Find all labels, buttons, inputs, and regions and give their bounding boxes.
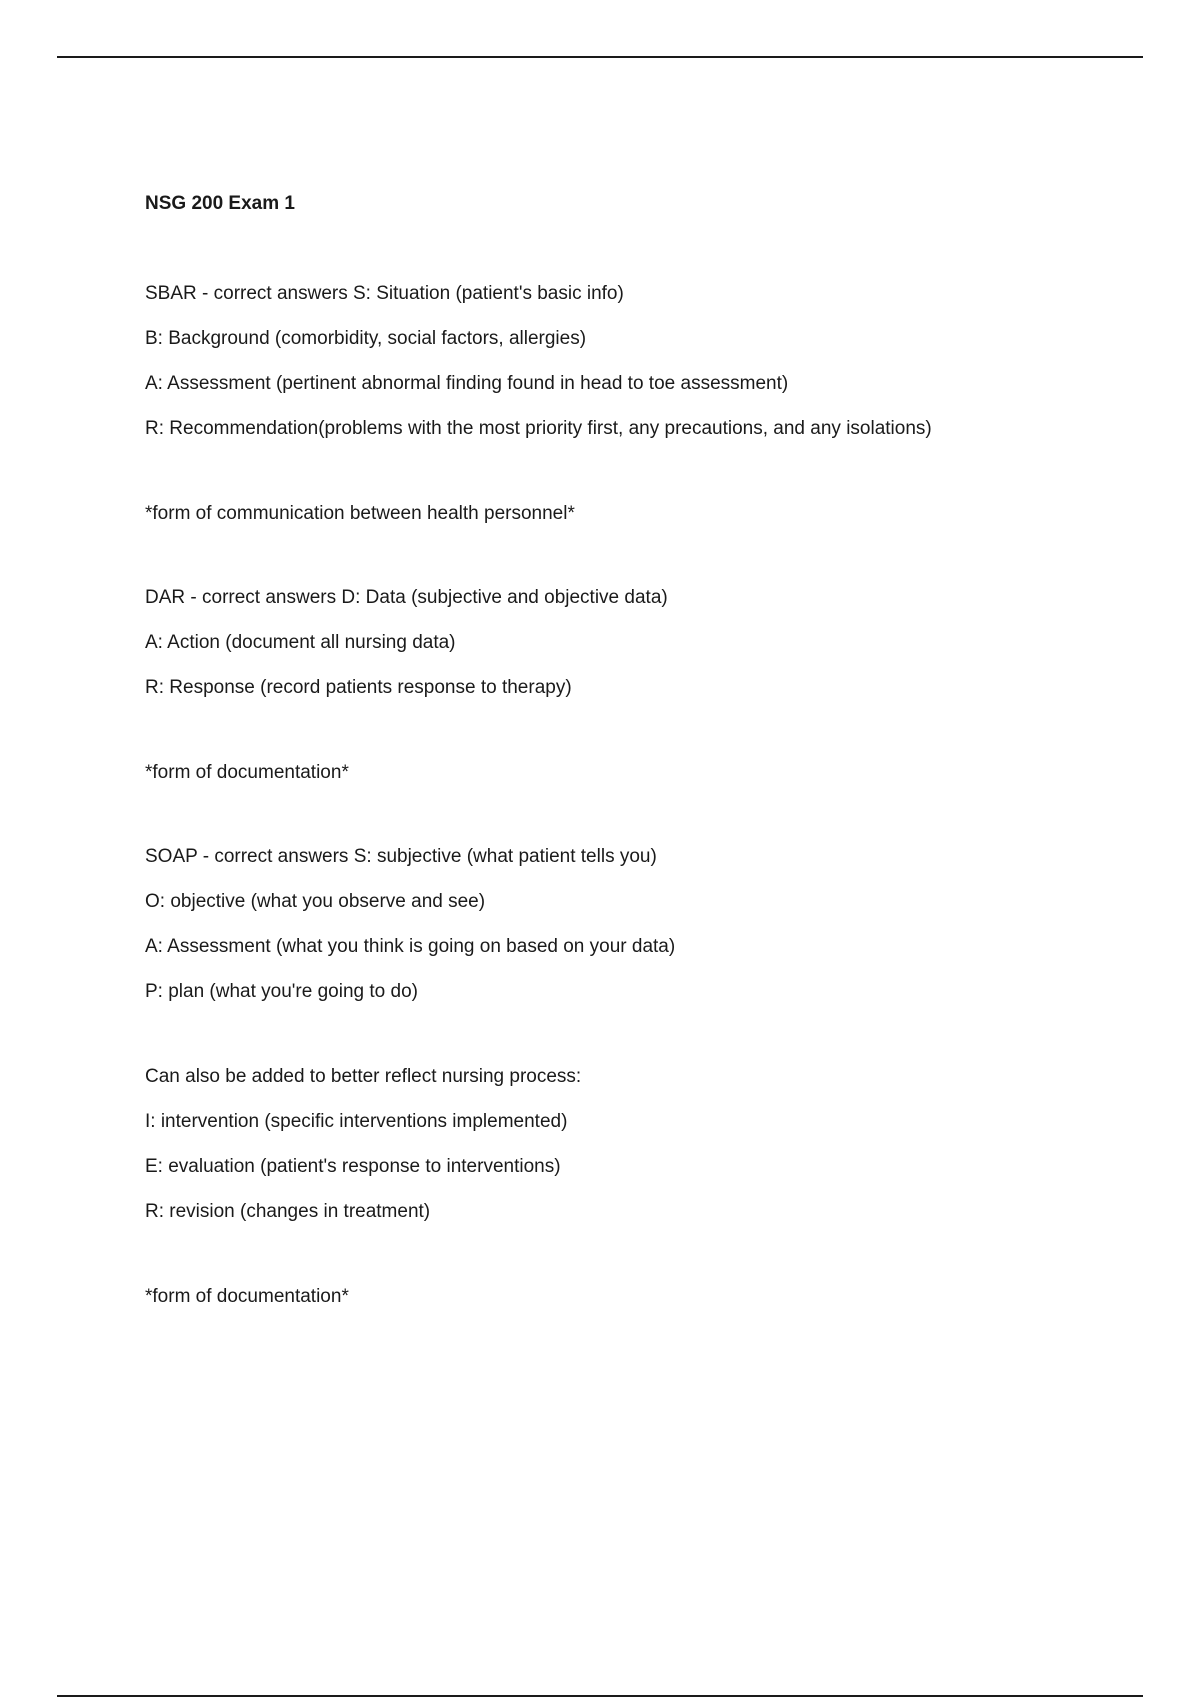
section-dar: [145, 584, 1105, 804]
soap-line: P: plan (what you're going to do): [145, 981, 418, 1002]
dar-line: A: Action (document all nursing data): [145, 632, 456, 653]
sbar-line: B: Background (comorbidity, social factors, allergies): [145, 328, 587, 349]
soap-line: A: Assessment (what you think is going on based on your data): [145, 936, 676, 957]
footer-rule: [57, 1695, 1143, 1697]
dar-line: R: Response (record patients response to therapy): [145, 677, 572, 698]
dar-line: DAR - correct answers D: Data (subjective and objective data): [145, 587, 668, 608]
document-title: NSG 200 Exam 1: [145, 193, 295, 214]
soap-line: O: objective (what you observe and see): [145, 891, 486, 912]
sbar-note: *form of communication between health personnel*: [145, 503, 575, 524]
sbar-line: R: Recommendation(problems with the most priority first, any precautions, and any isolations): [145, 418, 932, 439]
dar-note: *form of documentation*: [145, 762, 349, 783]
section-soap: [145, 843, 1105, 1311]
soap-note: *form of documentation*: [145, 1286, 349, 1307]
document-body: [145, 190, 1105, 1311]
soap-extra-line: R: revision (changes in treatment): [145, 1201, 431, 1222]
section-sbar: [145, 280, 1105, 545]
sbar-line: SBAR - correct answers S: Situation (patient's basic info): [145, 283, 624, 304]
sbar-line: A: Assessment (pertinent abnormal finding found in head to toe assessment): [145, 373, 789, 394]
soap-extra-line: E: evaluation (patient's response to interventions): [145, 1156, 561, 1177]
soap-extra-line: I: intervention (specific interventions implemented): [145, 1111, 568, 1132]
soap-extra-line: Can also be added to better reflect nursing process:: [145, 1066, 582, 1087]
soap-line: SOAP - correct answers S: subjective (what patient tells you): [145, 846, 657, 867]
header-rule: [57, 56, 1143, 58]
